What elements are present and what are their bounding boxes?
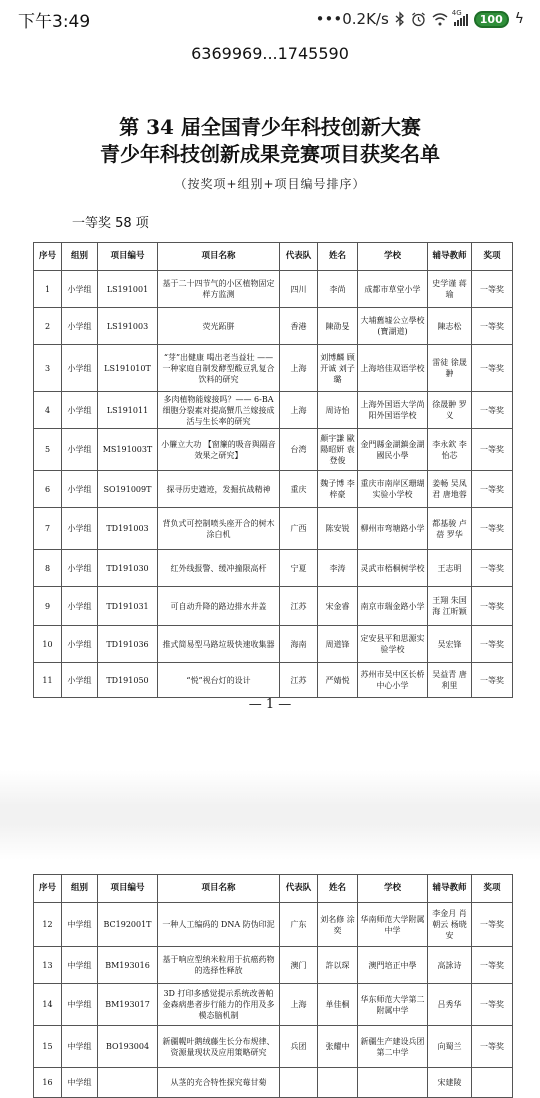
- cell-school: [358, 1068, 428, 1098]
- column-header: 项目名称: [158, 875, 280, 903]
- cell-school: 苏州市吴中区长桥中心小学: [358, 663, 428, 698]
- cell-project-name: “芽”出健康 喝出老当益壮 —— 一种家庭自制发酵型酸豆乳复合饮料的研究: [158, 345, 280, 392]
- page-number: — 1 —: [248, 697, 292, 712]
- cell-school: 南京市瑞金路小学: [358, 587, 428, 626]
- cell-group: 中学组: [62, 1068, 98, 1098]
- cell-student-name: 魏子博 李梓豪: [318, 471, 358, 508]
- cell-team: 上海: [280, 345, 318, 392]
- cell-team: 广东: [280, 903, 318, 947]
- table-row: [34, 308, 513, 345]
- cell-group: 小学组: [62, 550, 98, 587]
- cell-student-name: 周道锋: [318, 626, 358, 663]
- cell-advisor: 姜畅 吴凤君 唐地蓉: [428, 471, 472, 508]
- cell-project-id: TD191036: [98, 626, 158, 663]
- cell-award: 一等奖: [472, 947, 513, 984]
- cell-group: 中学组: [62, 903, 98, 947]
- cell-team: 海南: [280, 626, 318, 663]
- table-header-row: [34, 243, 513, 271]
- cell-project-id: LS191003: [98, 308, 158, 345]
- table-row: [34, 271, 513, 308]
- cell-project-id: BM193017: [98, 984, 158, 1026]
- network-type-label: 4G: [451, 8, 462, 17]
- cell-student-name: 周诗怡: [318, 392, 358, 429]
- column-header: 组别: [62, 875, 98, 903]
- cell-school: 上海培佳双语学校: [358, 345, 428, 392]
- cell-project-name: 3D 打印多感觉提示系统改善帕金森病患者步行能力的作用及多模态脑机制: [158, 984, 280, 1026]
- cell-advisor: 吴宏锋: [428, 626, 472, 663]
- cell-group: 中学组: [62, 1026, 98, 1068]
- cell-project-name: 推式简易型马路垃圾快速收集器: [158, 626, 280, 663]
- cell-project-id: BC192001T: [98, 903, 158, 947]
- cell-project-id: LS191010T: [98, 345, 158, 392]
- cell-award: 一等奖: [472, 429, 513, 471]
- cell-advisor: 李永欽 李怡芯: [428, 429, 472, 471]
- cell-team: [280, 1068, 318, 1098]
- cell-school: 大埔舊墟公立學校(寶湖道): [358, 308, 428, 345]
- cell-project-name: “悦”视台灯的设计: [158, 663, 280, 698]
- cell-project-name: 多肉植物能嫁接吗？—— 6-BA 细胞分裂素对提高蟹爪兰嫁接成活与生长率的研究: [158, 392, 280, 429]
- cell-project-id: LS191011: [98, 392, 158, 429]
- cell-group: 小学组: [62, 508, 98, 550]
- cell-award: 一等奖: [472, 345, 513, 392]
- cell-team: 宁夏: [280, 550, 318, 587]
- cell-team: 广西: [280, 508, 318, 550]
- cell-school: 柳州市弯塘路小学: [358, 508, 428, 550]
- cell-project-name: 基于响应型纳米粒用于抗癌药物的选择性释放: [158, 947, 280, 984]
- cell-school: 华南师范大学附属中学: [358, 903, 428, 947]
- cell-project-name: 从茎的充合特性探究莓甘菊: [158, 1068, 280, 1098]
- cell-school: 上海外国语大学尚阳外国语学校: [358, 392, 428, 429]
- cell-student-name: 陳劭旻: [318, 308, 358, 345]
- column-header: 奖项: [472, 875, 513, 903]
- cell-project-name: 新疆幌叶鹅绒藤生长分布规律、资源量现状及应用策略研究: [158, 1026, 280, 1068]
- cell-index: 1: [34, 271, 62, 308]
- cell-project-name: 红外线报警、缓冲撞限高杆: [158, 550, 280, 587]
- cell-student-name: 单佳桐: [318, 984, 358, 1026]
- cell-award: 一等奖: [472, 587, 513, 626]
- cell-award: 一等奖: [472, 984, 513, 1026]
- cell-project-id: [98, 1068, 158, 1098]
- cell-index: 16: [34, 1068, 62, 1098]
- cell-student-name: 顏宇謙 歐陽昭妍 袁登俊: [318, 429, 358, 471]
- table-row: [34, 984, 513, 1026]
- table-row: [34, 1068, 513, 1098]
- cell-advisor: 吕秀华: [428, 984, 472, 1026]
- table-row: [34, 663, 513, 698]
- cell-school: 金門縣金湖鎮金湖國民小學: [358, 429, 428, 471]
- cell-advisor: 王志明: [428, 550, 472, 587]
- cell-award: 一等奖: [472, 471, 513, 508]
- section-heading-first-prize: 一等奖 58 项: [72, 216, 149, 231]
- column-header: 项目编号: [98, 243, 158, 271]
- cell-advisor: 宋建陵: [428, 1068, 472, 1098]
- column-header: 姓名: [318, 875, 358, 903]
- table-row: [34, 626, 513, 663]
- cell-project-id: TD191050: [98, 663, 158, 698]
- cell-award: 一等奖: [472, 508, 513, 550]
- document-title-line-2: 青少年科技创新成果竞赛项目获奖名单: [100, 142, 440, 166]
- cell-project-id: BM193016: [98, 947, 158, 984]
- cell-group: 小学组: [62, 626, 98, 663]
- cell-advisor: 史学谨 蒋瑜: [428, 271, 472, 308]
- cell-group: 小学组: [62, 663, 98, 698]
- cell-advisor: 高詠诗: [428, 947, 472, 984]
- table-header-row: [34, 875, 513, 903]
- table-row: [34, 550, 513, 587]
- cell-project-name: 一种人工编码的 DNA 防伪印泥: [158, 903, 280, 947]
- column-header: 奖项: [472, 243, 513, 271]
- cell-index: 9: [34, 587, 62, 626]
- cell-project-name: 荧光跖胼: [158, 308, 280, 345]
- table-row: [34, 587, 513, 626]
- column-header: 代表队: [280, 875, 318, 903]
- charging-icon: ϟ: [514, 11, 524, 27]
- table-row: [34, 1026, 513, 1068]
- cell-group: 小学组: [62, 587, 98, 626]
- battery-indicator: 100: [474, 11, 509, 28]
- cell-index: 6: [34, 471, 62, 508]
- cell-student-name: 张耀中: [318, 1026, 358, 1068]
- cell-index: 13: [34, 947, 62, 984]
- cell-student-name: 許以琛: [318, 947, 358, 984]
- cell-team: 四川: [280, 271, 318, 308]
- document-filename-title: 6369969...1745590: [0, 38, 540, 68]
- cell-school: 灵武市梧桐树学校: [358, 550, 428, 587]
- cell-index: 7: [34, 508, 62, 550]
- column-header: 序号: [34, 243, 62, 271]
- cell-advisor: 陳志松: [428, 308, 472, 345]
- cell-team: 澳门: [280, 947, 318, 984]
- cell-index: 4: [34, 392, 62, 429]
- cell-project-id: TD191003: [98, 508, 158, 550]
- network-speed: •••0.2K/s: [315, 10, 389, 28]
- column-header: 辅导教师: [428, 875, 472, 903]
- document-title-line-1: 第 34 届全国青少年科技创新大赛: [119, 115, 421, 139]
- column-header: 项目名称: [158, 243, 280, 271]
- cell-index: 5: [34, 429, 62, 471]
- awards-table-page-1: [33, 242, 513, 698]
- cell-project-id: BO193004: [98, 1026, 158, 1068]
- cell-group: 小学组: [62, 308, 98, 345]
- cell-project-name: 背负式可控制喷头座开合的树木涂白机: [158, 508, 280, 550]
- cell-index: 15: [34, 1026, 62, 1068]
- cell-student-name: 李尚: [318, 271, 358, 308]
- cell-advisor: 向蜀兰: [428, 1026, 472, 1068]
- table-row: [34, 508, 513, 550]
- cell-index: 8: [34, 550, 62, 587]
- table-row: [34, 392, 513, 429]
- cell-index: 10: [34, 626, 62, 663]
- cell-award: 一等奖: [472, 550, 513, 587]
- cell-student-name: 李涛: [318, 550, 358, 587]
- column-header: 学校: [358, 875, 428, 903]
- cell-index: 3: [34, 345, 62, 392]
- cell-school: 新疆生产建设兵团第二中学: [358, 1026, 428, 1068]
- document-page-2[interactable]: [0, 860, 540, 1087]
- cell-project-name: 小簾立大功 【窗簾的吸音與隔音效果之研究】: [158, 429, 280, 471]
- status-bar: [0, 0, 540, 38]
- cell-award: 一等奖: [472, 663, 513, 698]
- cell-advisor: 雷徒 徐晟翀: [428, 345, 472, 392]
- cell-award: [472, 1068, 513, 1098]
- cell-student-name: 陈安锐: [318, 508, 358, 550]
- cell-team: 江苏: [280, 587, 318, 626]
- cell-project-id: TD191031: [98, 587, 158, 626]
- status-icons: [316, 10, 524, 28]
- cell-advisor: 都基骏 卢蓓 罗华: [428, 508, 472, 550]
- cell-award: 一等奖: [472, 903, 513, 947]
- wifi-icon: [432, 13, 448, 26]
- cell-group: 小学组: [62, 271, 98, 308]
- status-time: 下午3:49: [18, 11, 91, 32]
- cell-project-id: TD191030: [98, 550, 158, 587]
- cell-project-id: MS191003T: [98, 429, 158, 471]
- cell-award: 一等奖: [472, 1026, 513, 1068]
- column-header: 学校: [358, 243, 428, 271]
- table-row: [34, 947, 513, 984]
- table-row: [34, 429, 513, 471]
- cell-advisor: 王翔 朱国海 江昕颖: [428, 587, 472, 626]
- column-header: 序号: [34, 875, 62, 903]
- cell-index: 14: [34, 984, 62, 1026]
- cell-project-id: LS191001: [98, 271, 158, 308]
- column-header: 辅导教师: [428, 243, 472, 271]
- table-row: [34, 903, 513, 947]
- cell-project-name: 基于二十四节气的小区植物固定样方监测: [158, 271, 280, 308]
- cell-award: 一等奖: [472, 308, 513, 345]
- cell-project-name: 可自动升降的路边排水井盖: [158, 587, 280, 626]
- cell-school: 澳門培正中學: [358, 947, 428, 984]
- cell-advisor: 徐晟翀 罗义: [428, 392, 472, 429]
- awards-table-page-2: [33, 874, 513, 1098]
- column-header: 项目编号: [98, 875, 158, 903]
- cell-team: 上海: [280, 392, 318, 429]
- cell-group: 小学组: [62, 429, 98, 471]
- cell-team: 兵团: [280, 1026, 318, 1068]
- cell-project-name: 探寻历史遗迹，发掘抗战精神: [158, 471, 280, 508]
- cell-project-id: SO191009T: [98, 471, 158, 508]
- cell-award: 一等奖: [472, 392, 513, 429]
- cell-school: 华东师范大学第二附属中学: [358, 984, 428, 1026]
- table-row: [34, 345, 513, 392]
- table-row: [34, 471, 513, 508]
- cell-student-name: 刘名修 涂奕: [318, 903, 358, 947]
- cell-advisor: 吴益青 唐利里: [428, 663, 472, 698]
- cell-student-name: [318, 1068, 358, 1098]
- cell-student-name: 宋金睿: [318, 587, 358, 626]
- cell-award: 一等奖: [472, 271, 513, 308]
- cell-team: 重庆: [280, 471, 318, 508]
- cell-index: 12: [34, 903, 62, 947]
- document-subtitle: （按奖项+组别+项目编号排序）: [174, 177, 366, 191]
- cell-advisor: 李金月 肖朝云 杨晓安: [428, 903, 472, 947]
- cell-team: 江苏: [280, 663, 318, 698]
- cell-student-name: 严婧悦: [318, 663, 358, 698]
- cell-group: 中学组: [62, 947, 98, 984]
- bluetooth-icon: [395, 12, 405, 26]
- cell-school: 重庆市南岸区珊瑚实验小学校: [358, 471, 428, 508]
- cell-group: 中学组: [62, 984, 98, 1026]
- page-separator: [0, 770, 540, 860]
- cell-team: 上海: [280, 984, 318, 1026]
- cellular-signal-icon: [451, 8, 468, 26]
- cell-group: 小学组: [62, 392, 98, 429]
- cell-school: 定安县平和思源实验学校: [358, 626, 428, 663]
- cell-team: 香港: [280, 308, 318, 345]
- cell-group: 小学组: [62, 471, 98, 508]
- column-header: 组别: [62, 243, 98, 271]
- alarm-icon: [411, 12, 426, 27]
- cell-index: 11: [34, 663, 62, 698]
- cell-team: 台湾: [280, 429, 318, 471]
- column-header: 代表队: [280, 243, 318, 271]
- column-header: 姓名: [318, 243, 358, 271]
- cell-group: 小学组: [62, 345, 98, 392]
- cell-award: 一等奖: [472, 626, 513, 663]
- cell-student-name: 刘博麟 顾开诚 刘子璐: [318, 345, 358, 392]
- cell-school: 成都市草堂小学: [358, 271, 428, 308]
- cell-index: 2: [34, 308, 62, 345]
- document-page-1[interactable]: [0, 70, 540, 770]
